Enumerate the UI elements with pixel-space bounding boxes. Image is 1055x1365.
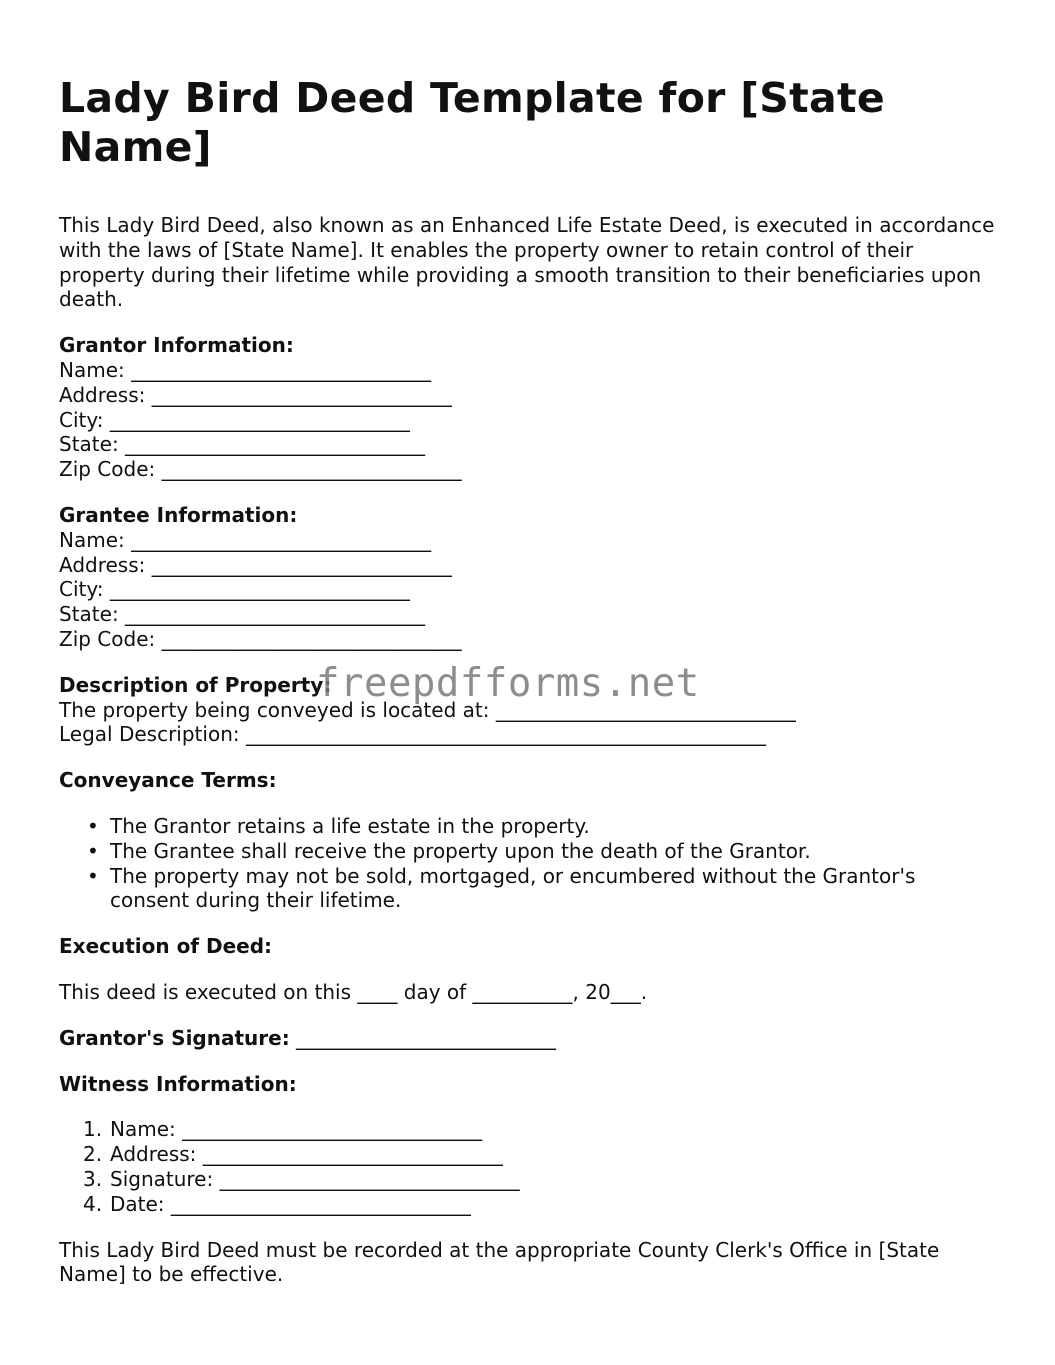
witness-signature-field: Signature: ______________________________ — [110, 1166, 520, 1191]
terms-section — [59, 768, 999, 913]
list-number: 4. — [83, 1191, 103, 1216]
execution-heading: Execution of Deed: — [59, 934, 273, 959]
witness-address-field: Address: ______________________________ — [110, 1142, 503, 1167]
grantee-heading: Grantee Information: — [59, 502, 298, 527]
signature-label: Grantor's Signature: — [59, 1025, 290, 1050]
grantee-city-field: City: ______________________________ — [59, 577, 410, 602]
grantor-address-field: Address: ______________________________ — [59, 382, 452, 407]
property-heading: Description of Property: — [59, 672, 332, 697]
grantee-name-field: Name: ______________________________ — [59, 527, 432, 552]
list-number: 3. — [83, 1166, 103, 1191]
witness-section — [59, 1072, 999, 1217]
terms-heading: Conveyance Terms: — [59, 768, 277, 793]
property-location-field: The property being conveyed is located at: ______________________________ — [59, 697, 796, 722]
list-item — [59, 1192, 999, 1217]
terms-list — [59, 814, 999, 913]
witness-list — [59, 1117, 999, 1216]
grantor-city-field: City: ______________________________ — [59, 407, 410, 432]
grantor-heading: Grantor Information: — [59, 333, 294, 358]
grantee-address-field: Address: ______________________________ — [59, 552, 452, 577]
grantor-state-field: State: ______________________________ — [59, 432, 426, 457]
signature-section — [59, 1026, 999, 1051]
list-item: • The Grantor retains a life estate in the property. — [110, 814, 999, 839]
list-number: 2. — [83, 1142, 103, 1167]
document-title: Lady Bird Deed Template for [State Name] — [59, 74, 885, 171]
list-item — [59, 1142, 999, 1167]
signature-blank: __________________________ — [289, 1025, 557, 1050]
grantee-section — [59, 503, 999, 652]
list-number: 1. — [83, 1117, 103, 1142]
grantor-name-field: Name: ______________________________ — [59, 357, 432, 382]
grantee-state-field: State: ______________________________ — [59, 602, 426, 627]
property-legal-field: Legal Description: ____________________________________________________ — [59, 722, 766, 747]
watermark-text: freepdfforms.net — [316, 661, 700, 706]
list-item — [59, 1117, 999, 1142]
witness-name-field: Name: ______________________________ — [110, 1117, 483, 1142]
execution-date-line: This deed is executed on this ____ day of __________, 20___. — [59, 979, 648, 1004]
list-item — [59, 1167, 999, 1192]
execution-section — [59, 934, 999, 1005]
grantor-zip-field: Zip Code: ______________________________ — [59, 457, 462, 482]
grantee-zip-field: Zip Code: ______________________________ — [59, 626, 462, 651]
witness-heading: Witness Information: — [59, 1071, 297, 1096]
grantor-section — [59, 333, 999, 482]
list-item: • The Grantee shall receive the property upon the death of the Grantor. — [110, 839, 999, 864]
footer-paragraph: This Lady Bird Deed must be recorded at the appropriate County Clerk's Office in [State Name] to be effective. — [59, 1237, 940, 1287]
grantor-signature-line — [59, 1026, 999, 1051]
list-item: • The property may not be sold, mortgaged, or encumbered without the Grantor's consent during their lifetime. — [110, 864, 999, 914]
witness-date-field: Date: ______________________________ — [110, 1191, 471, 1216]
intro-paragraph: This Lady Bird Deed, also known as an Enhanced Life Estate Deed, is executed in accordance with the laws of [State Name]. It enables the property owner to retain control of their property during their lifetime while providing a smooth transition to their beneficiaries upon death. — [59, 213, 995, 312]
